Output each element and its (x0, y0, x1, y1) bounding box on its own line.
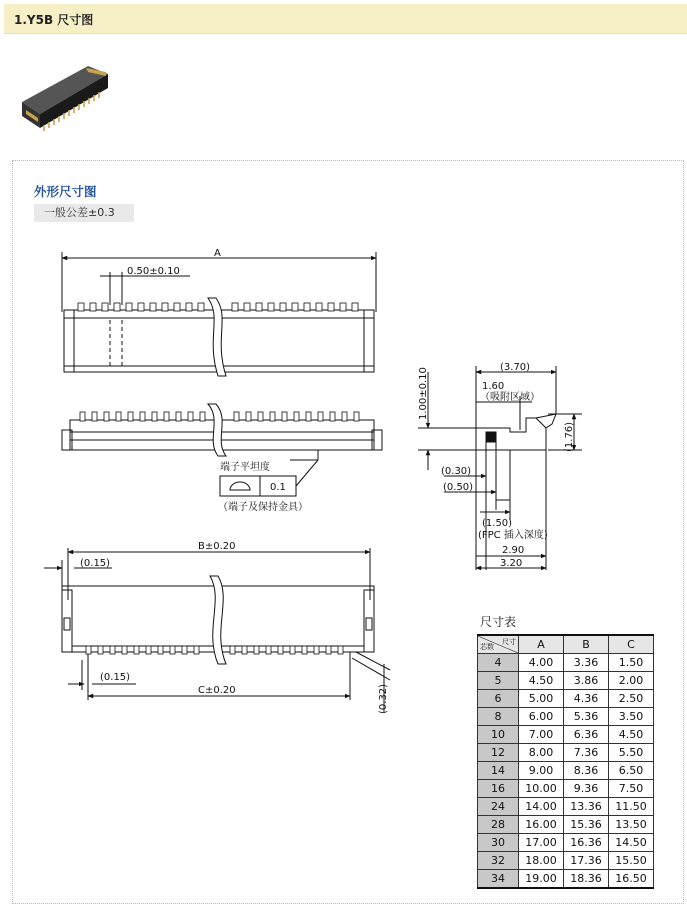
core-count-cell: 16 (478, 780, 519, 798)
dimension-c-cell: 15.50 (609, 852, 654, 870)
core-count-cell: 5 (478, 672, 519, 690)
label-B: B±0.20 (198, 541, 236, 552)
core-count-cell: 24 (478, 798, 519, 816)
label-flatness-title: 端子平坦度 (220, 462, 270, 473)
label-320: 3.20 (500, 558, 523, 569)
dimension-a-cell: 5.00 (519, 690, 564, 708)
dimension-c-cell: 3.50 (609, 708, 654, 726)
tolerance-note: 一般公差±0.3 (34, 204, 134, 222)
label-290: 2.90 (502, 545, 525, 556)
core-count-cell: 14 (478, 762, 519, 780)
dimension-b-cell: 4.36 (564, 690, 609, 708)
dimension-a-cell: 18.00 (519, 852, 564, 870)
dimension-a-cell: 9.00 (519, 762, 564, 780)
label-pitch: 0.50±0.10 (127, 266, 180, 277)
label-side-width: (3.70) (500, 362, 531, 373)
table-row (478, 762, 654, 780)
dimension-c-cell: 6.50 (609, 762, 654, 780)
page-title: 1.Y5B 尺寸图 (14, 13, 94, 27)
dimension-a-cell: 14.00 (519, 798, 564, 816)
dimension-a-cell: 17.00 (519, 834, 564, 852)
label-B-offset: (0.15) (80, 558, 111, 569)
dimension-b-cell: 5.36 (564, 708, 609, 726)
label-A: A (214, 248, 221, 259)
dimension-c-cell: 2.00 (609, 672, 654, 690)
label-flatness-value: 0.1 (270, 482, 286, 493)
label-height: 1.00±0.10 (418, 367, 429, 420)
table-row (478, 672, 654, 690)
label-C: C±0.20 (198, 685, 236, 696)
table-row (478, 834, 654, 852)
core-count-cell: 34 (478, 870, 519, 889)
column-header-b: B (564, 635, 609, 654)
dimension-a-cell: 4.50 (519, 672, 564, 690)
label-suction-2: （吸附区域） (480, 392, 540, 403)
dimension-b-cell: 3.86 (564, 672, 609, 690)
front-view-break (208, 404, 226, 456)
column-header-c: C (609, 635, 654, 654)
dimension-c-cell: 4.50 (609, 726, 654, 744)
dimension-b-cell: 16.36 (564, 834, 609, 852)
dimension-a-cell: 6.00 (519, 708, 564, 726)
label-fpc-2: (FPC 插入深度) (478, 530, 548, 541)
dimension-b-cell: 8.36 (564, 762, 609, 780)
table-row (478, 798, 654, 816)
dimension-c-cell: 11.50 (609, 798, 654, 816)
dimension-b-cell: 18.36 (564, 870, 609, 889)
dimension-a-cell: 7.00 (519, 726, 564, 744)
table-row (478, 726, 654, 744)
core-count-cell: 30 (478, 834, 519, 852)
dimension-b-cell: 6.36 (564, 726, 609, 744)
table-row (478, 690, 654, 708)
dimension-c-cell: 14.50 (609, 834, 654, 852)
dimension-c-cell: 5.50 (609, 744, 654, 762)
corner-size-label: 尺寸 (502, 638, 516, 646)
core-count-cell: 28 (478, 816, 519, 834)
dimension-c-cell: 1.50 (609, 654, 654, 672)
flatness-leader (220, 450, 318, 496)
label-fpc-1: (1.50) (482, 518, 513, 529)
label-flatness-note: （端子及保持金具） (218, 502, 308, 513)
dimension-b-cell: 9.36 (564, 780, 609, 798)
core-count-cell: 12 (478, 744, 519, 762)
dimension-table-title: 尺寸表 (480, 615, 517, 629)
dimension-a-cell: 10.00 (519, 780, 564, 798)
dimension-a-cell: 19.00 (519, 870, 564, 889)
dimension-c-cell: 2.50 (609, 690, 654, 708)
dimension-c-cell: 13.50 (609, 816, 654, 834)
core-count-cell: 6 (478, 690, 519, 708)
label-030: (0.30) (441, 466, 472, 477)
label-C-offset: (0.15) (100, 672, 131, 683)
dimension-a-cell: 8.00 (519, 744, 564, 762)
label-suction-1: 1.60 (482, 381, 505, 392)
core-count-cell: 10 (478, 726, 519, 744)
table-corner-header (478, 635, 519, 654)
table-row (478, 708, 654, 726)
dimension-table (477, 634, 654, 889)
label-lead-height: (0.32) (378, 683, 389, 714)
section-title: 外形尺寸图 (34, 184, 97, 199)
core-count-cell: 32 (478, 852, 519, 870)
dimension-b-cell: 3.36 (564, 654, 609, 672)
dimension-b-cell: 13.36 (564, 798, 609, 816)
table-row (478, 870, 654, 889)
table-row (478, 654, 654, 672)
core-count-cell: 8 (478, 708, 519, 726)
dimension-b-cell: 17.36 (564, 852, 609, 870)
dimension-a-cell: 4.00 (519, 654, 564, 672)
label-050: (0.50) (443, 482, 474, 493)
dimension-c-cell: 7.50 (609, 780, 654, 798)
corner-core-label: 芯数 (480, 643, 494, 651)
core-count-cell: 4 (478, 654, 519, 672)
table-row (478, 852, 654, 870)
bottom-view-break (210, 576, 226, 664)
table-row (478, 744, 654, 762)
table-row (478, 780, 654, 798)
dimension-c-cell: 16.50 (609, 870, 654, 889)
table-row (478, 816, 654, 834)
dimension-b-cell: 7.36 (564, 744, 609, 762)
column-header-a: A (519, 635, 564, 654)
label-side-height: (1.76) (564, 421, 575, 452)
dimension-b-cell: 15.36 (564, 816, 609, 834)
dimension-a-cell: 16.00 (519, 816, 564, 834)
